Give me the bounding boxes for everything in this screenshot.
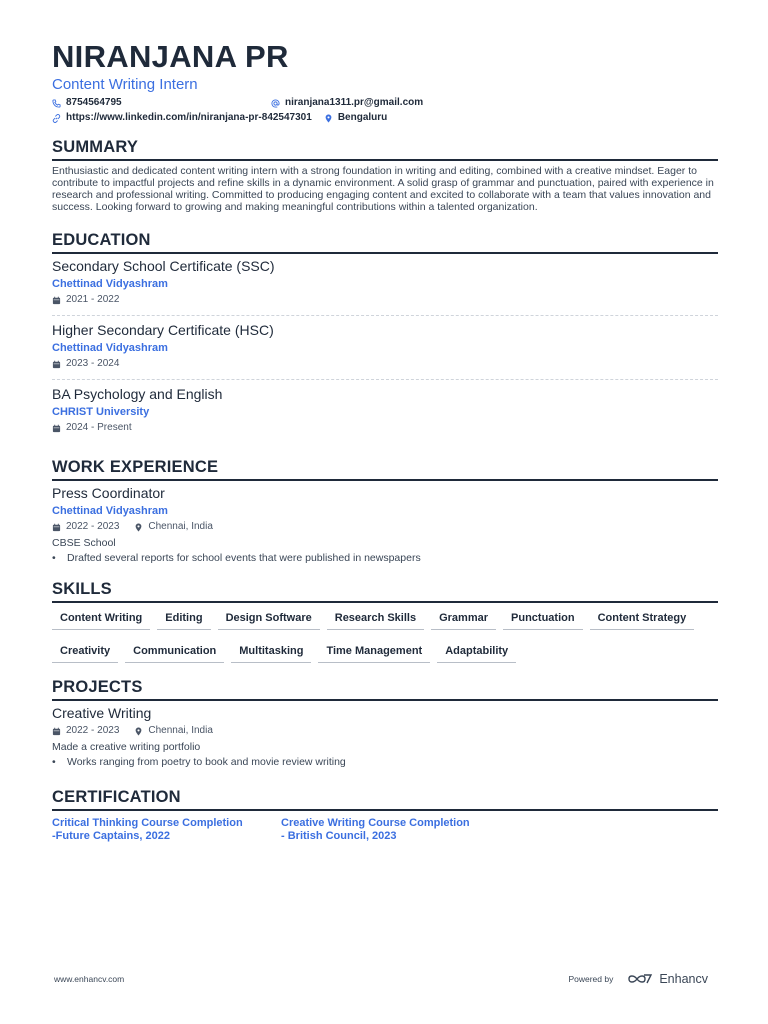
location-pin-icon xyxy=(134,727,143,736)
skills-list xyxy=(52,609,718,675)
candidate-name: NIRANJANA PR xyxy=(52,39,289,74)
linkedin-text: https://www.linkedin.com/in/niranjana-pr-842547301 xyxy=(66,112,312,123)
phone-contact xyxy=(52,96,271,110)
school-name: CHRIST University xyxy=(52,406,150,418)
project-entry xyxy=(52,704,718,769)
project-description: Made a creative writing portfolio xyxy=(52,741,201,753)
job-title: Press Coordinator xyxy=(52,485,165,501)
education-entry xyxy=(52,385,718,443)
skill-tag: Research Skills xyxy=(327,609,424,630)
skill-tag: Multitasking xyxy=(231,642,311,663)
brand-name: Enhancv xyxy=(659,972,708,986)
education-dates xyxy=(52,421,718,435)
education-entry xyxy=(52,257,718,316)
enhancv-logo-icon xyxy=(627,972,653,986)
summary-title: SUMMARY xyxy=(52,137,718,161)
calendar-icon xyxy=(52,296,61,305)
certification-list xyxy=(52,817,718,843)
location-text: Bengaluru xyxy=(337,112,388,123)
summary-text: Enthusiastic and dedicated content writing intern with a strong foundation in writing and editing, combined with a creative mindset. Eager to contribute to impactful projects and refine skills in a dynamic environment. A solid grasp of grammar and punctuation, paired with experience in research and professional writing. Committed to producing engaging content and excited to collaborate with a team that values innovation and success. Looking forward to growing and making meaningful contributions within a talented organization. xyxy=(52,165,714,213)
project-bullet: • Works ranging from poetry to book and movie review writing xyxy=(52,756,346,768)
phone-text: 8754564795 xyxy=(66,97,122,108)
work-bullet: • Drafted several reports for school events that were published in newspapers xyxy=(52,552,421,564)
location-text: Chennai, India xyxy=(148,725,213,736)
work-section xyxy=(52,457,718,565)
footer-website-link[interactable]: www.enhancv.com xyxy=(54,974,125,984)
cert-name: Critical Thinking Course Completion xyxy=(52,817,243,829)
project-name: Creative Writing xyxy=(52,705,152,721)
phone-icon xyxy=(52,99,61,108)
school-name: Chettinad Vidyashram xyxy=(52,278,168,290)
dates-text: 2023 - 2024 xyxy=(66,358,120,369)
dates-text: 2022 - 2023 xyxy=(66,725,120,736)
skills-title: SKILLS xyxy=(52,579,718,603)
calendar-icon xyxy=(52,360,61,369)
education-title: EDUCATION xyxy=(52,230,718,254)
degree-title: BA Psychology and English xyxy=(52,386,223,402)
location-contact xyxy=(324,111,387,125)
work-title: WORK EXPERIENCE xyxy=(52,457,718,481)
powered-by-text: Powered by xyxy=(568,974,614,984)
skill-tag: Creativity xyxy=(52,642,118,663)
education-dates xyxy=(52,293,718,307)
skill-tag: Time Management xyxy=(318,642,430,663)
cert-name: Creative Writing Course Completion xyxy=(281,817,470,829)
location-pin-icon xyxy=(324,114,333,123)
project-meta xyxy=(52,724,718,738)
work-meta xyxy=(52,520,718,534)
link-icon xyxy=(52,114,61,123)
location-text: Chennai, India xyxy=(148,521,213,532)
degree-title: Higher Secondary Certificate (HSC) xyxy=(52,322,274,338)
resume-page xyxy=(52,40,718,843)
certification-item xyxy=(52,817,281,843)
cert-issuer: -Future Captains, 2022 xyxy=(52,830,170,842)
at-icon xyxy=(271,99,280,108)
education-entry xyxy=(52,321,718,380)
dates-text: 2022 - 2023 xyxy=(66,521,120,532)
projects-title: PROJECTS xyxy=(52,677,718,701)
company-name: Chettinad Vidyashram xyxy=(52,505,168,517)
email-text: niranjana1311.pr@gmail.com xyxy=(285,97,424,108)
school-name: Chettinad Vidyashram xyxy=(52,342,168,354)
enhancv-logo[interactable] xyxy=(627,972,708,986)
skills-section xyxy=(52,579,718,675)
bullet-text: Works ranging from poetry to book and movie review writing xyxy=(67,756,346,768)
cert-issuer: - British Council, 2023 xyxy=(281,830,397,842)
education-section xyxy=(52,230,718,443)
work-entry xyxy=(52,484,718,565)
page-footer xyxy=(54,972,708,986)
skill-tag: Grammar xyxy=(431,609,496,630)
dates-text: 2024 - Present xyxy=(66,422,132,433)
location-pin-icon xyxy=(134,523,143,532)
skill-tag: Content Strategy xyxy=(590,609,695,630)
certification-title: CERTIFICATION xyxy=(52,787,718,811)
footer-brand xyxy=(568,972,708,986)
summary-section xyxy=(52,137,718,213)
skill-tag: Punctuation xyxy=(503,609,583,630)
certification-section xyxy=(52,787,718,843)
calendar-icon xyxy=(52,523,61,532)
skill-tag: Design Software xyxy=(218,609,320,630)
skill-tag: Adaptability xyxy=(437,642,516,663)
dates-text: 2021 - 2022 xyxy=(66,294,120,305)
candidate-role: Content Writing Intern xyxy=(52,76,198,93)
certification-item xyxy=(281,817,510,843)
resume-header xyxy=(52,40,718,125)
skill-tag: Content Writing xyxy=(52,609,150,630)
linkedin-contact[interactable] xyxy=(52,111,312,125)
skill-tag: Editing xyxy=(157,609,210,630)
bullet-text: Drafted several reports for school events that were published in newspapers xyxy=(67,552,421,564)
email-contact[interactable] xyxy=(271,96,423,110)
education-dates xyxy=(52,357,718,371)
projects-section xyxy=(52,677,718,769)
degree-title: Secondary School Certificate (SSC) xyxy=(52,258,275,274)
skill-tag: Communication xyxy=(125,642,224,663)
calendar-icon xyxy=(52,424,61,433)
calendar-icon xyxy=(52,727,61,736)
company-description: CBSE School xyxy=(52,537,116,549)
